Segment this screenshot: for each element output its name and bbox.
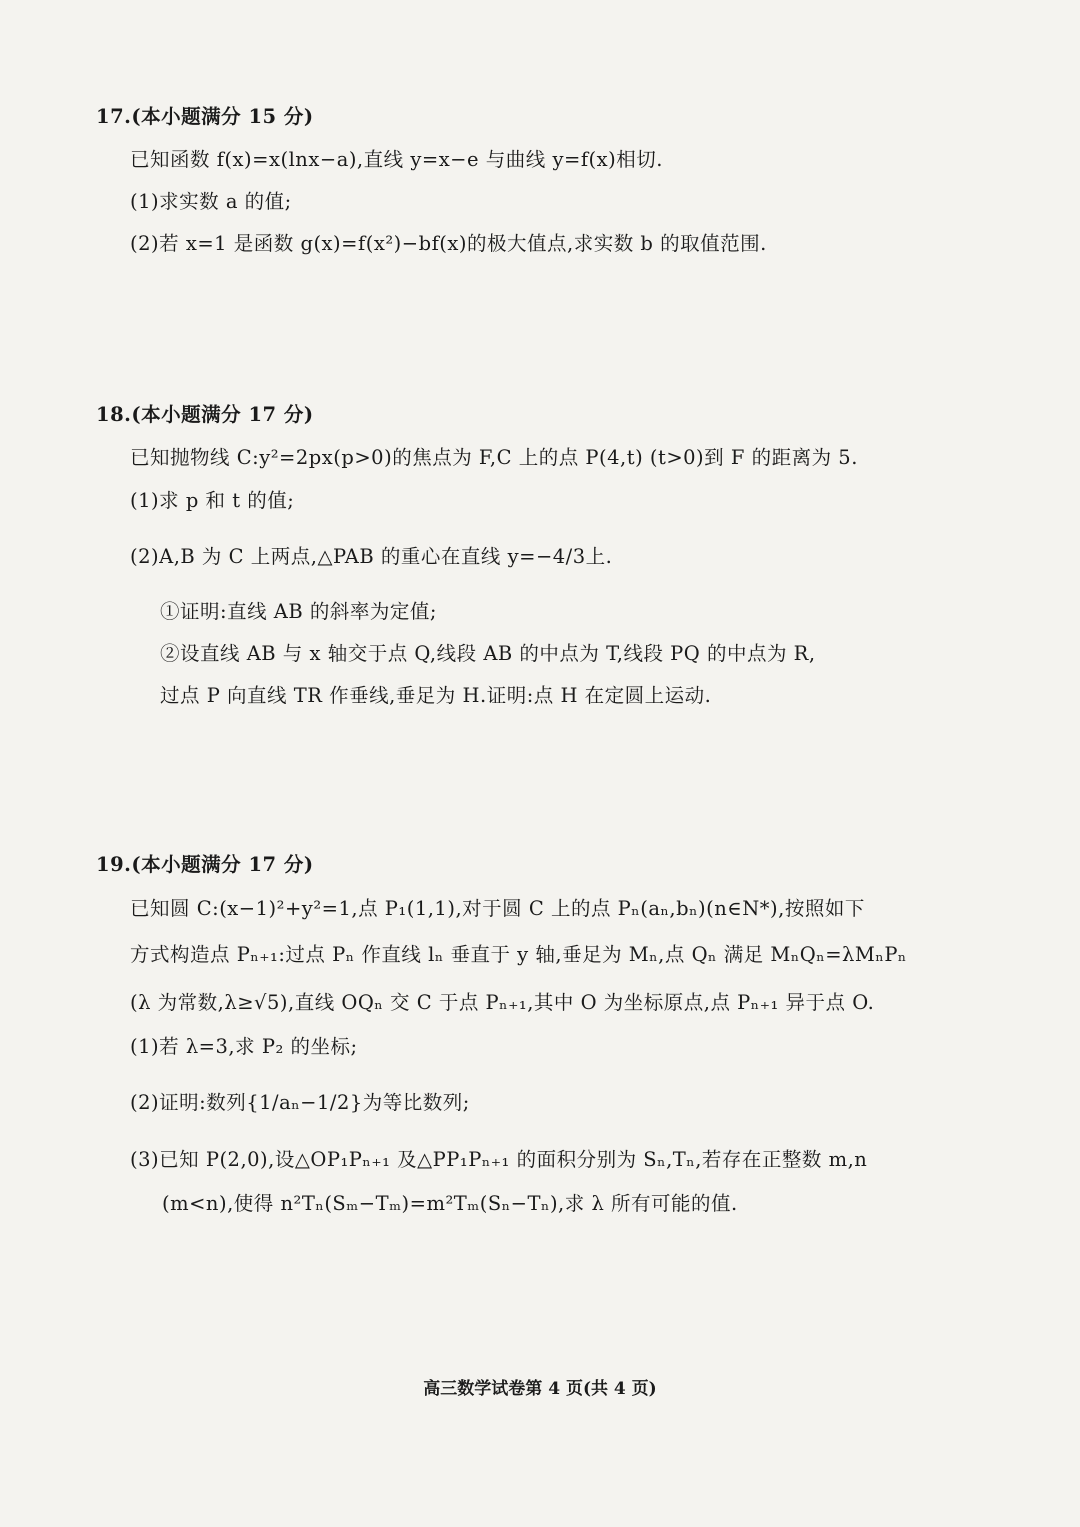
q18-header: 18.(本小题满分 17 分)	[96, 403, 314, 426]
q19-part3: (3)已知 P(2,0),设△OP₁Pₙ₊₁ 及△PP₁Pₙ₊₁ 的面积分别为 Sₙ,Tₙ,若存在正整数 m,n	[130, 1148, 868, 1171]
q19-stem-2: 方式构造点 Pₙ₊₁:过点 Pₙ 作直线 lₙ 垂直于 y 轴,垂足为 Mₙ,点 Qₙ 满足 MₙQₙ=λMₙPₙ	[130, 943, 907, 966]
q17-part2: (2)若 x=1 是函数 g(x)=f(x²)−bf(x)的极大值点,求实数 b 的取值范围.	[130, 232, 767, 255]
q18-stem: 已知抛物线 C:y²=2px(p>0)的焦点为 F,C 上的点 P(4,t) (t>0)到 F 的距离为 5.	[130, 446, 858, 469]
q19-part3-cont: (m<n),使得 n²Tₙ(Sₘ−Tₘ)=m²Tₘ(Sₙ−Tₙ),求 λ 所有可能的值.	[162, 1192, 738, 1215]
q18-part1: (1)求 p 和 t 的值;	[130, 489, 295, 512]
q18-part2-sub2: ②设直线 AB 与 x 轴交于点 Q,线段 AB 的中点为 T,线段 PQ 的中点为 R,	[160, 642, 816, 665]
q17-header: 17.(本小题满分 15 分)	[96, 105, 314, 128]
q17-part1: (1)求实数 a 的值;	[130, 190, 292, 213]
q19-stem-1: 已知圆 C:(x−1)²+y²=1,点 P₁(1,1),对于圆 C 上的点 Pₙ(aₙ,bₙ)(n∈N*),按照如下	[130, 897, 865, 920]
q19-part2: (2)证明:数列{1/aₙ−1/2}为等比数列;	[130, 1091, 470, 1114]
page-footer: 高三数学试卷第 4 页(共 4 页)	[423, 1379, 657, 1399]
q19-stem-3: (λ 为常数,λ≥√5),直线 OQₙ 交 C 于点 Pₙ₊₁,其中 O 为坐标原点,点 Pₙ₊₁ 异于点 O.	[130, 991, 875, 1014]
q17-stem: 已知函数 f(x)=x(lnx−a),直线 y=x−e 与曲线 y=f(x)相切.	[130, 148, 663, 171]
q18-part2-sub2-cont: 过点 P 向直线 TR 作垂线,垂足为 H.证明:点 H 在定圆上运动.	[160, 684, 712, 707]
q18-part2: (2)A,B 为 C 上两点,△PAB 的重心在直线 y=−4/3上.	[130, 545, 613, 568]
q18-part2-sub1: ①证明:直线 AB 的斜率为定值;	[160, 600, 437, 623]
q19-part1: (1)若 λ=3,求 P₂ 的坐标;	[130, 1035, 358, 1058]
q19-header: 19.(本小题满分 17 分)	[96, 853, 314, 876]
